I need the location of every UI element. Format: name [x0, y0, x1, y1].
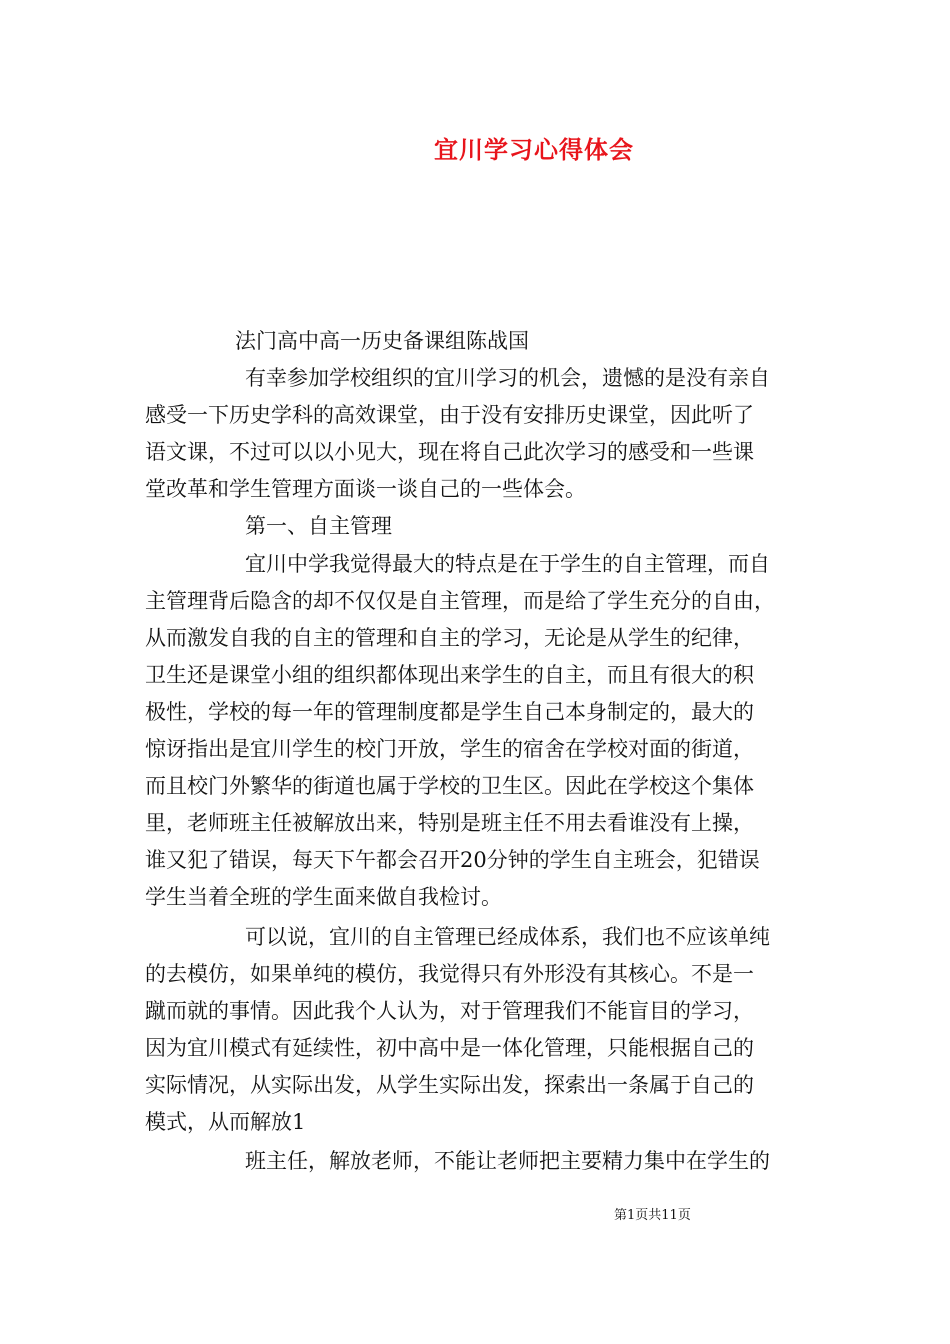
paragraph-line: 因为宜川模式有延续性，初中高中是一体化管理，只能根据自己的 — [145, 1035, 754, 1060]
paragraph-line: 模式，从而解放1 — [145, 1109, 306, 1134]
paragraph-line: 里，老师班主任被解放出来，特别是班主任不用去看谁没有上操， — [145, 811, 754, 836]
paragraph-line: 而且校门外繁华的街道也属于学校的卫生区。因此在学校这个集体 — [145, 774, 754, 799]
page-number-footer: 第1页共11页 — [614, 1208, 691, 1223]
paragraph-line: 蹴而就的事情。因此我个人认为，对于管理我们不能盲目的学习， — [145, 998, 754, 1023]
paragraph-line: 班主任，解放老师，不能让老师把主要精力集中在学生的 — [245, 1149, 770, 1174]
paragraph-line: 感受一下历史学科的高效课堂，由于没有安排历史课堂，因此听了 — [145, 403, 754, 428]
paragraph-line: 宜川中学我觉得最大的特点是在于学生的自主管理，而自 — [245, 551, 770, 576]
paragraph-line: 谁又犯了错误，每天下午都会召开20分钟的学生自主班会，犯错误 — [145, 848, 760, 873]
paragraph-line: 惊讶指出是宜川学生的校门开放，学生的宿舍在学校对面的街道， — [145, 737, 754, 762]
document-body — [145, 323, 807, 1180]
document-title: 宜川学习心得体会 — [434, 136, 634, 164]
paragraph-line: 堂改革和学生管理方面谈一谈自己的一些体会。 — [145, 477, 586, 502]
paragraph-line: 实际情况，从实际出发，从学生实际出发，探索出一条属于自己的 — [145, 1072, 754, 1097]
paragraph-line: 有幸参加学校组织的宜川学习的机会，遗憾的是没有亲自 — [245, 366, 770, 391]
paragraph-line: 学生当着全班的学生面来做自我检讨。 — [145, 885, 502, 910]
paragraph-line: 卫生还是课堂小组的组织都体现出来学生的自主，而且有很大的积 — [145, 662, 754, 687]
paragraph-line: 语文课，不过可以以小见大，现在将自己此次学习的感受和一些课 — [145, 440, 754, 465]
paragraph-line: 主管理背后隐含的却不仅仅是自主管理，而是给了学生充分的自由， — [145, 588, 775, 613]
author-line: 法门高中高一历史备课组陈战国 — [235, 329, 529, 353]
paragraph-line: 可以说，宜川的自主管理已经成体系，我们也不应该单纯 — [245, 924, 770, 949]
paragraph-line: 的去模仿，如果单纯的模仿，我觉得只有外形没有其核心。不是一 — [145, 961, 754, 986]
section-heading: 第一、自主管理 — [245, 514, 392, 539]
paragraph-line: 极性，学校的每一年的管理制度都是学生自己本身制定的，最大的 — [145, 699, 754, 724]
paragraph-line: 从而激发自我的自主的管理和自主的学习，无论是从学生的纪律， — [145, 625, 754, 650]
